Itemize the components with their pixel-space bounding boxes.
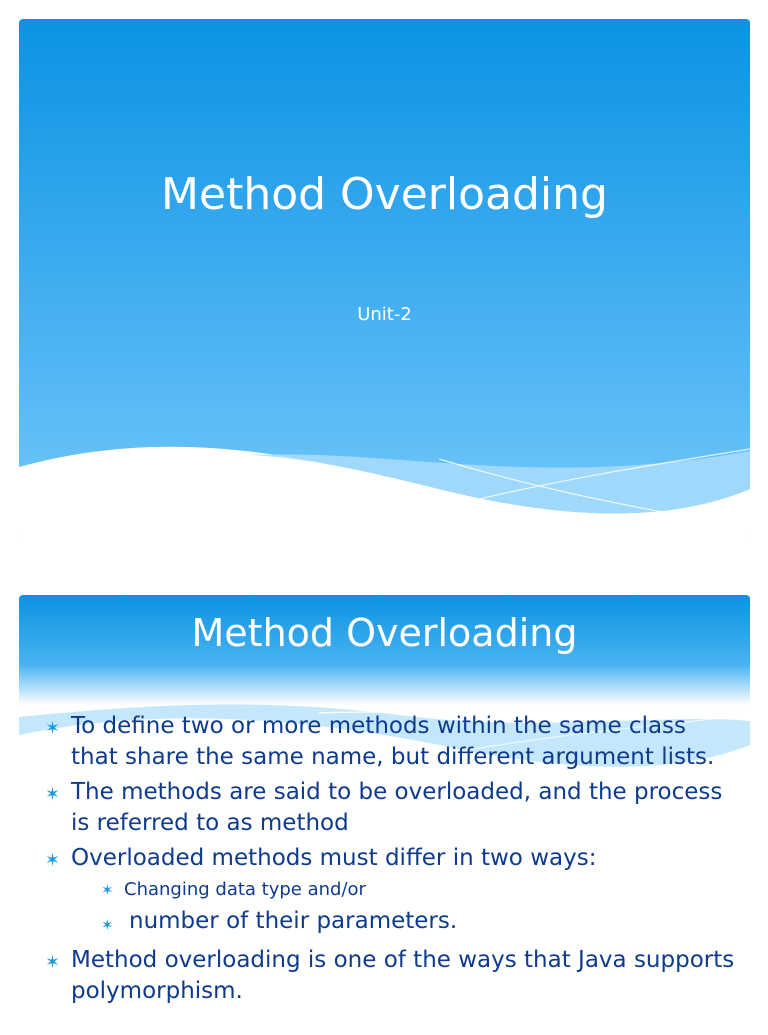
- bullet-item: [45, 878, 735, 902]
- title-slide: [19, 19, 750, 539]
- bullet-text: To define two or more methods within the same class that share the same name, but different argument lists.: [71, 713, 715, 770]
- bullet-star-icon: ✶: [101, 916, 114, 934]
- bullet-text: Overloaded methods must differ in two ways:: [71, 845, 597, 871]
- bullet-star-icon: ✶: [45, 850, 61, 871]
- bullet-item: [45, 906, 735, 937]
- bullet-item: [45, 711, 735, 773]
- bullet-star-icon: ✶: [45, 952, 61, 973]
- bullet-text: number of their parameters.: [129, 908, 458, 934]
- bullet-item: [45, 777, 735, 839]
- bullet-item: [45, 945, 735, 1007]
- bullet-item: [45, 843, 735, 874]
- bullet-text: Method overloading is one of the ways that Java supports polymorphism.: [71, 947, 735, 1004]
- wave-decoration: [19, 19, 750, 539]
- bullet-star-icon: ✶: [45, 784, 61, 805]
- bullet-text: The methods are said to be overloaded, and the process is referred to as method: [71, 779, 723, 836]
- bullet-text: Changing data type and/or: [124, 879, 366, 900]
- slide-subtitle: Unit-2: [357, 304, 412, 325]
- bullet-star-icon: ✶: [45, 718, 61, 739]
- bullet-star-icon: ✶: [101, 881, 114, 899]
- content-slide: [19, 595, 750, 1035]
- bullet-list: [45, 711, 735, 1011]
- slide-title: Method Overloading: [191, 611, 578, 655]
- slide-title: Method Overloading: [161, 169, 608, 220]
